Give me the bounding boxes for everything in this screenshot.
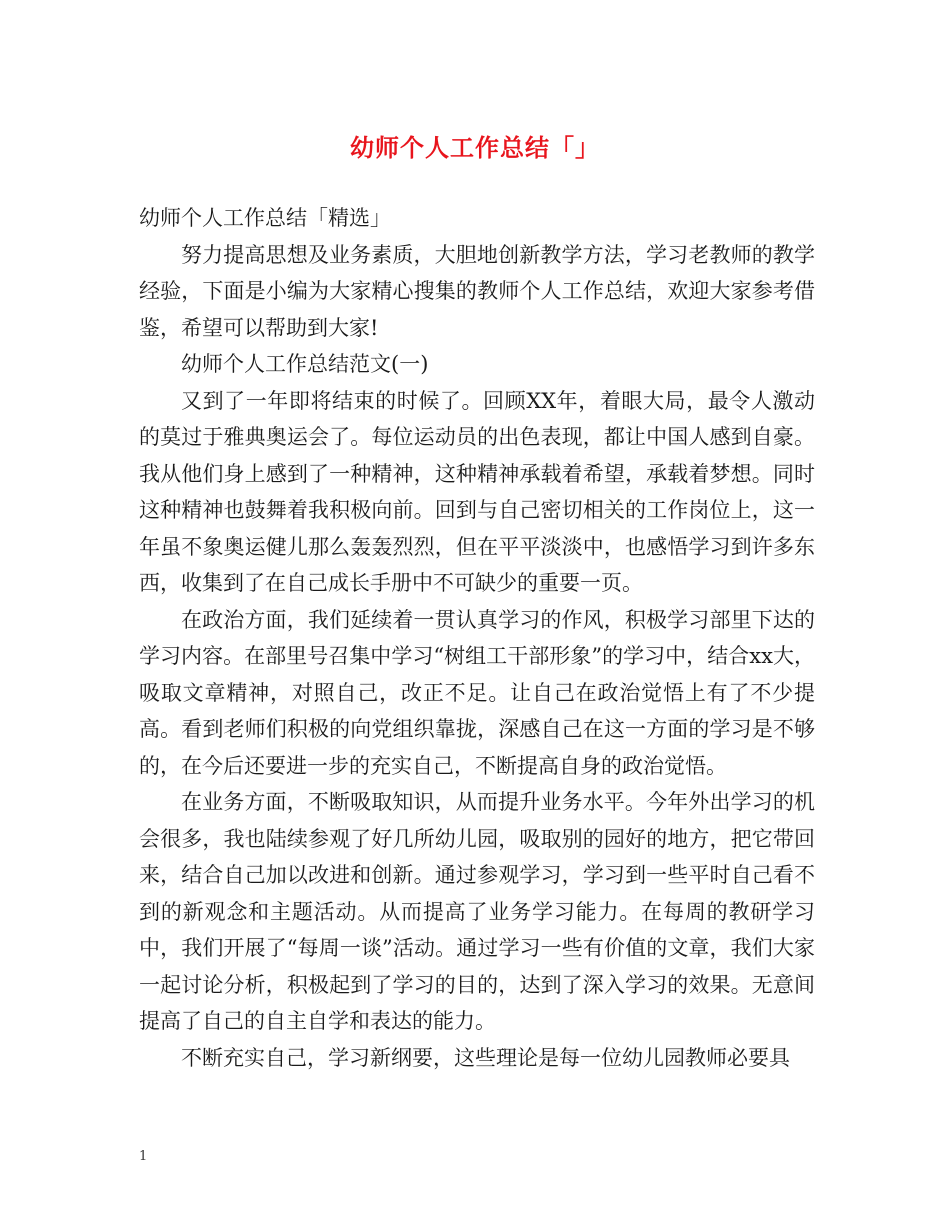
body-paragraph: 在政治方面，我们延续着一贯认真学习的作风，积极学习部里下达的学习内容。在部里号召集中学习“树组工干部形象”的学习中，结合xx大，吸取文章精神，对照自己，改正不足。让自己在政治觉悟上有了不少提高。看到老师们积极的向党组织靠拢，深感自己在这一方面的学习是不够的，在今后还要进一步的充实自己，不断提高自身的政治觉悟。 (139, 607, 815, 778)
body-paragraph: 在业务方面，不断吸取知识，从而提升业务水平。今年外出学习的机会很多，我也陆续参观了好几所幼儿园，吸取别的园好的地方，把它带回来，结合自己加以改进和创新。通过参观学习，学习到一些平时自己看不到的新观念和主题活动。从而提高了业务学习能力。在每周的教研学习中，我们开展了“每周一谈”活动。通过学习一些有价值的文章，我们大家一起讨论分析，积极起到了学习的目的，达到了深入学习的效果。无意间提高了自己的自主自学和表达的能力。 (139, 790, 815, 1033)
body-paragraph: 不断充实自己，学习新纲要，这些理论是每一位幼儿园教师必要具 (181, 1045, 790, 1070)
page-number: 1 (139, 1149, 148, 1164)
document-title: 幼师个人工作总结「」 (350, 133, 600, 162)
intro-paragraph: 努力提高思想及业务素质，大胆地创新教学方法，学习老教师的教学经验，下面是小编为大家精心搜集的教师个人工作总结，欢迎大家参考借鉴，希望可以帮助到大家! (139, 242, 815, 340)
section-heading: 幼师个人工作总结范文(一) (181, 352, 429, 376)
body-paragraph: 又到了一年即将结束的时候了。回顾XX年，着眼大局，最令人激动的莫过于雅典奥运会了。每位运动员的出色表现，都让中国人感到自豪。我从他们身上感到了一种精神，这种精神承载着希望，承载着梦想。同时这种精神也鼓舞着我积极向前。回到与自己密切相关的工作岗位上，这一年虽不象奥运健儿那么轰轰烈烈，但在平平淡淡中，也感悟学习到许多东西，收集到了在自己成长手册中不可缺少的重要一页。 (139, 388, 815, 595)
document-subtitle: 幼师个人工作总结「精选」 (139, 206, 391, 230)
document-body (139, 200, 815, 1076)
